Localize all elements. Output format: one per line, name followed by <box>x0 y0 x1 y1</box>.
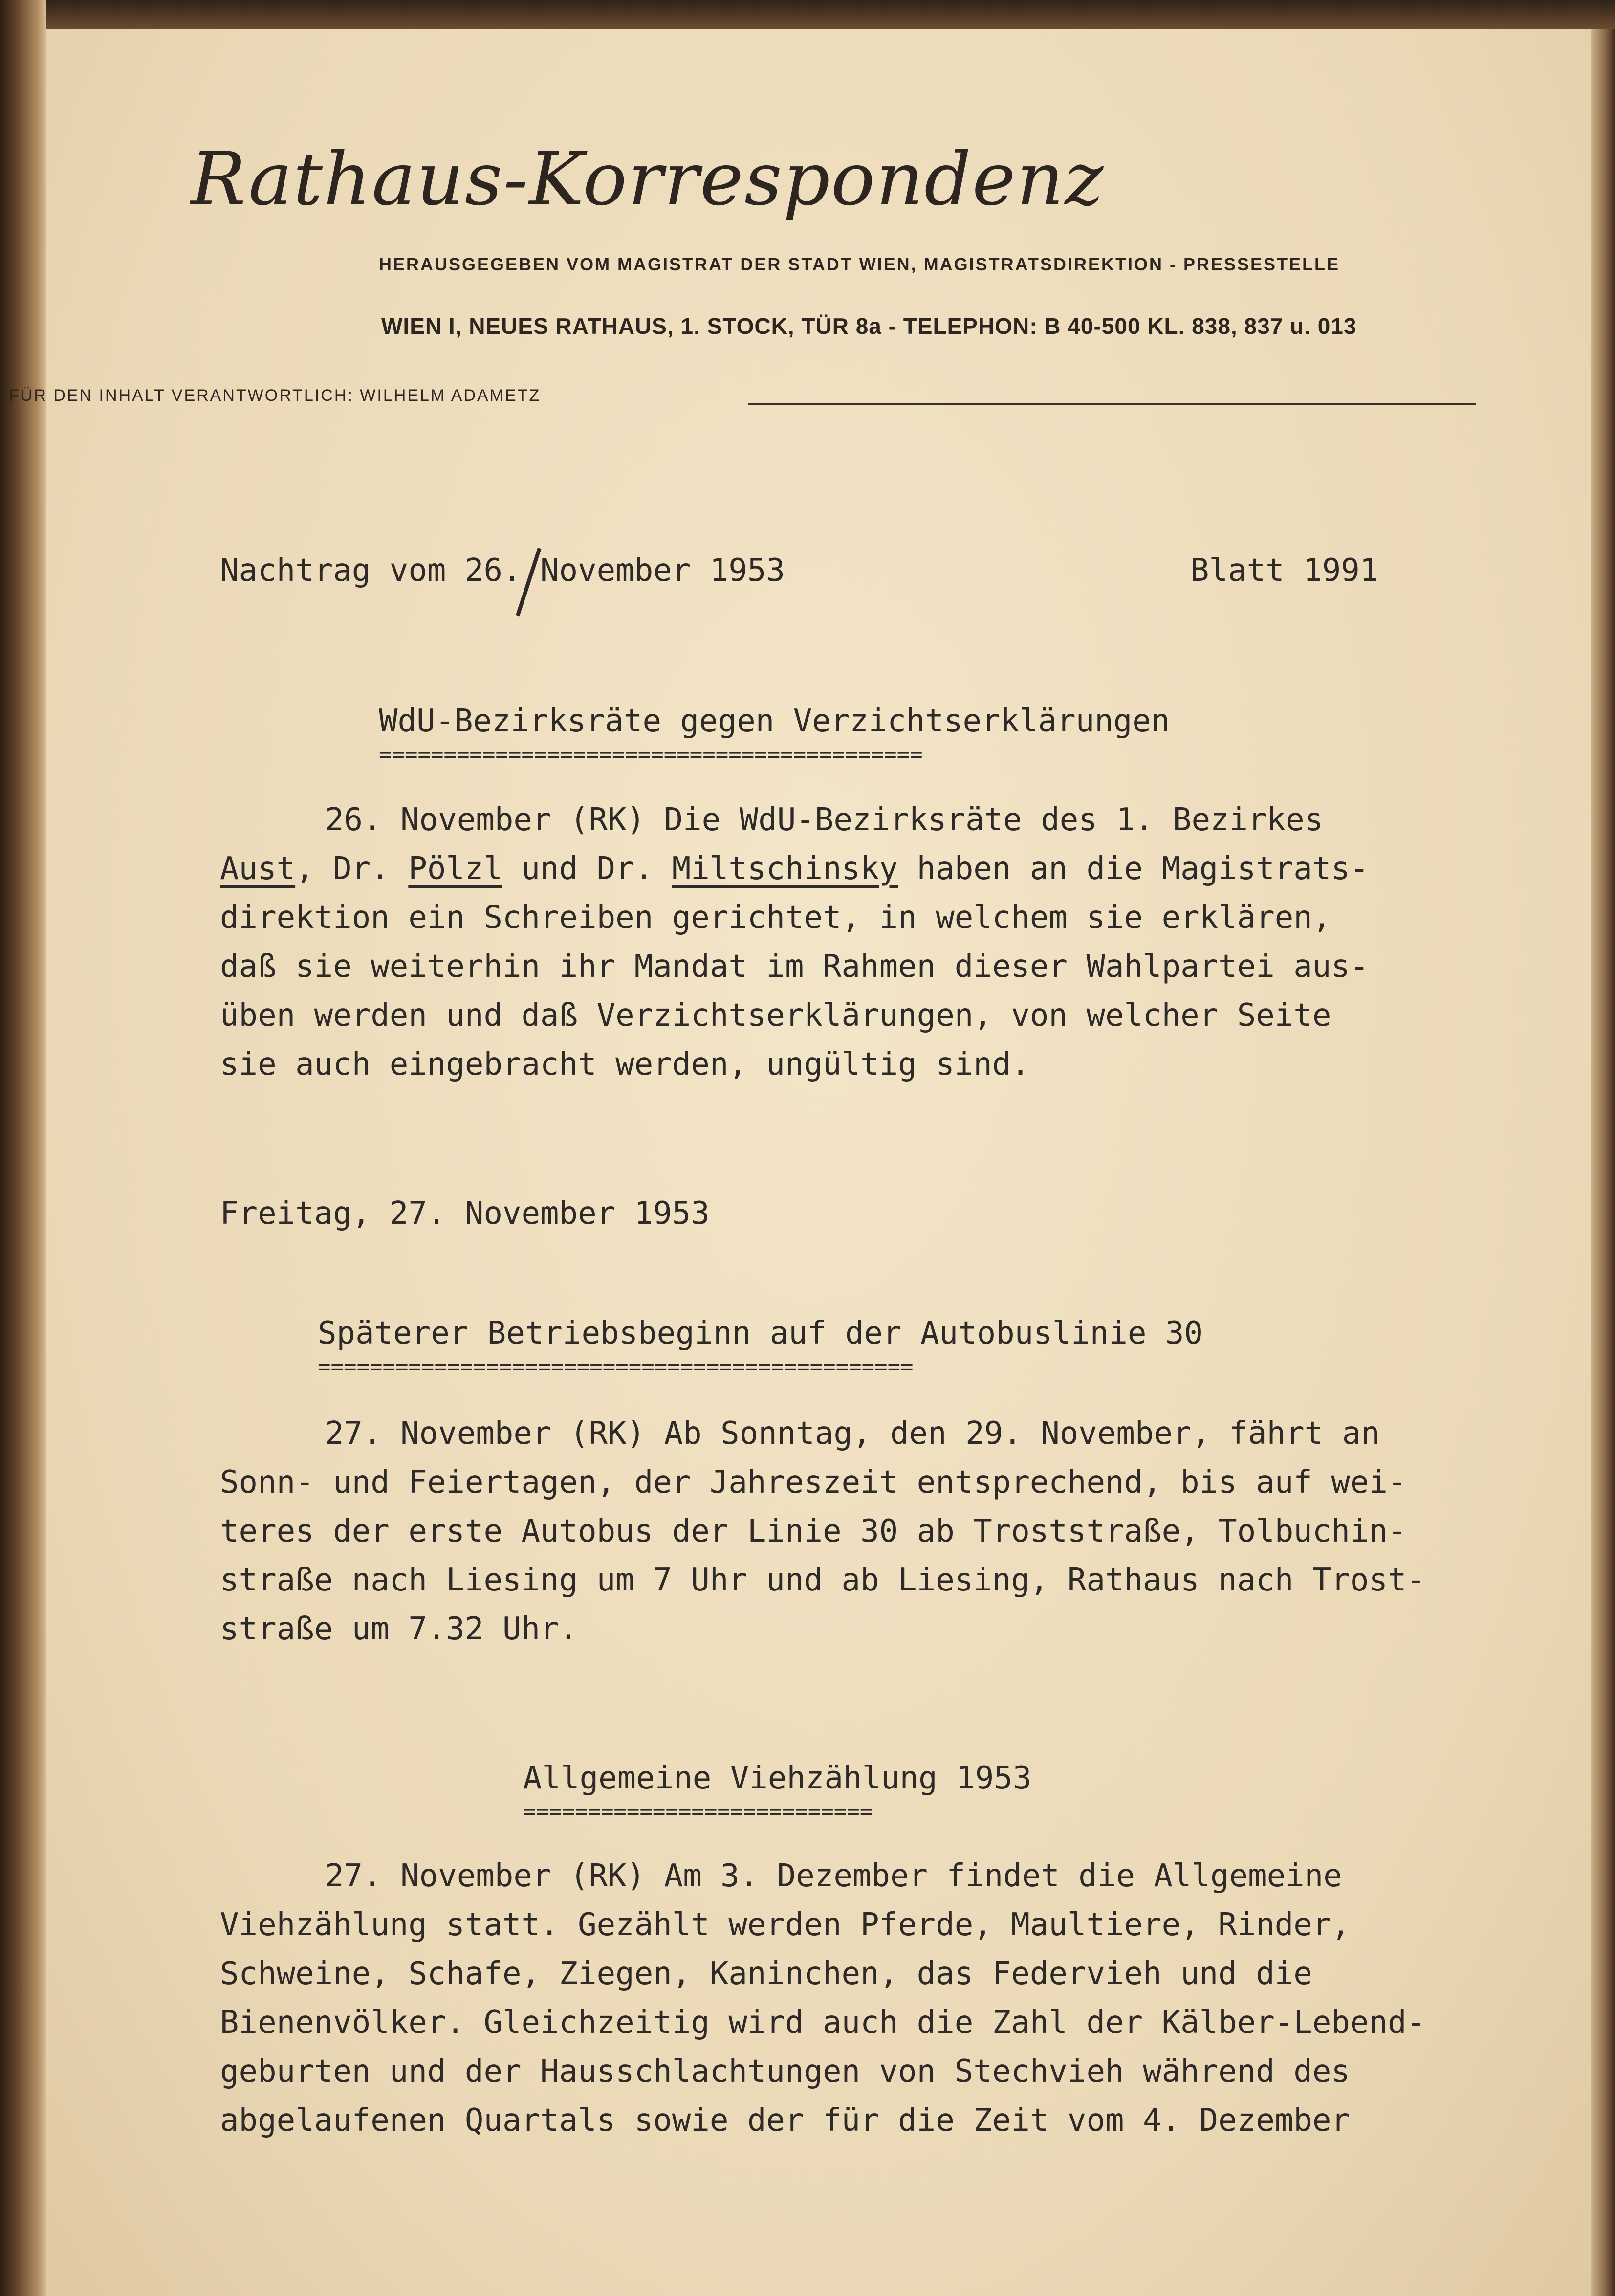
article-paragraph-line: straße nach Liesing um 7 Uhr und ab Liesing, Rathaus nach Trost- <box>220 1562 1425 1598</box>
title-underline-rule: ========================================== <box>379 742 923 767</box>
article-paragraph-line: geburten und der Hausschlachtungen von Stechvieh während des <box>220 2053 1350 2090</box>
article-paragraph-line: 27. November (RK) Ab Sonntag, den 29. November, fährt an <box>325 1415 1380 1452</box>
article-paragraph-line: teres der erste Autobus der Linie 30 ab Troststraße, Tolbuchin- <box>220 1513 1407 1549</box>
letterhead-rule <box>748 403 1476 405</box>
article-paragraph-line: daß sie weiterhin ihr Mandat im Rahmen dieser Wahlpartei aus- <box>220 949 1369 985</box>
text-span: haben an die Magistrats- <box>898 851 1369 887</box>
article-paragraph-line: Bienenvölker. Gleichzeitig wird auch die Zahl der Kälber-Lebend- <box>220 2005 1425 2041</box>
article-paragraph-line: üben werden und daß Verzichtserklärungen, von welcher Seite <box>220 997 1331 1034</box>
article-paragraph-line: straße um 7.32 Uhr. <box>220 1611 578 1647</box>
article-paragraph-line <box>220 851 1369 887</box>
article-paragraph-line: sie auch eingebracht werden, ungültig sind. <box>220 1046 1030 1082</box>
article-title: WdU-Bezirksräte gegen Verzichtserklärungen <box>379 703 1170 739</box>
binding-spine <box>0 0 46 2296</box>
scan-right-edge <box>1591 29 1615 2296</box>
underlined-name: Miltschinsky <box>672 851 898 887</box>
date-line: Nachtrag vom 26. November 1953 <box>220 552 785 589</box>
address-line: WIEN I, NEUES RATHAUS, 1. STOCK, TÜR 8a - TELEPHON: B 40-500 KL. 838, 837 u. 013 <box>381 313 1357 339</box>
responsible-line: FÜR DEN INHALT VERANTWORTLICH: WILHELM ADAMETZ <box>9 386 541 405</box>
underlined-name: Aust <box>220 851 296 887</box>
title-underline-rule: ============================================== <box>318 1354 914 1379</box>
scan-top-edge <box>0 0 1615 29</box>
underlined-name: Pölzl <box>408 851 502 887</box>
article-paragraph-line: Viehzählung statt. Gezählt werden Pferde, Maultiere, Rinder, <box>220 1907 1350 1943</box>
article-title: Allgemeine Viehzählung 1953 <box>523 1760 1032 1796</box>
article-paragraph-line: abgelaufenen Quartals sowie der für die Zeit vom 4. Dezember <box>220 2102 1350 2139</box>
article-paragraph-line: direktion ein Schreiben gerichtet, in welchem sie erklären, <box>220 900 1331 936</box>
publisher-line: HERAUSGEGEBEN VOM MAGISTRAT DER STADT WIEN, MAGISTRATSDIREKTION - PRESSESTELLE <box>379 254 1340 274</box>
text-span: und Dr. <box>502 851 672 887</box>
text-span: , Dr. <box>295 851 409 887</box>
title-underline-rule: =========================== <box>523 1799 873 1824</box>
sheet-number: Blatt 1991 <box>1190 552 1379 589</box>
article-paragraph-line: Sonn- und Feiertagen, der Jahreszeit entsprechend, bis auf wei- <box>220 1464 1407 1501</box>
article-paragraph-line: 27. November (RK) Am 3. Dezember findet die Allgemeine <box>325 1858 1342 1894</box>
article-title: Späterer Betriebsbeginn auf der Autobuslinie 30 <box>318 1315 1203 1351</box>
article-paragraph-line: Schweine, Schafe, Ziegen, Kaninchen, das Federvieh und die <box>220 1956 1312 1992</box>
day-header: Freitag, 27. November 1953 <box>220 1195 710 1232</box>
masthead-title: Rathaus-Korrespondenz <box>191 137 1105 222</box>
article-paragraph-line: 26. November (RK) Die WdU-Bezirksräte des 1. Bezirkes <box>325 802 1324 838</box>
